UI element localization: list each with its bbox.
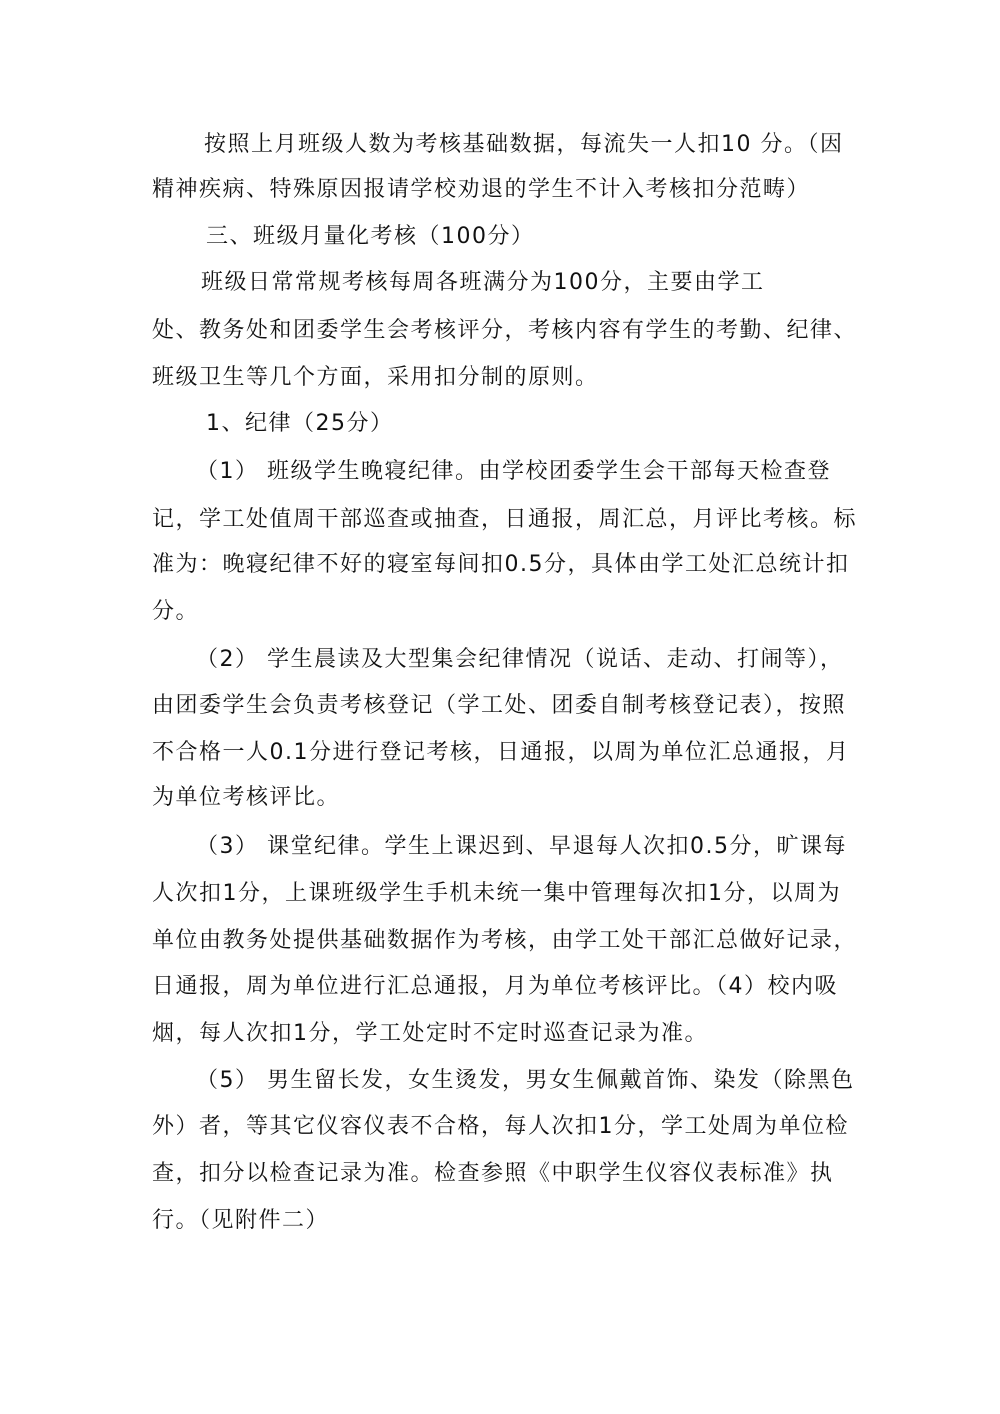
text-line: 按照上月班级人数为考核基础数据，每流失一人扣10 分。（因 — [204, 132, 844, 157]
text-line: （5） 男生留长发，女生烫发，男女生佩戴首饰、染发（除黑色 — [196, 1068, 855, 1093]
text-line: 准为：晚寝纪律不好的寝室每间扣0.5分，具体由学工处汇总统计扣 — [152, 552, 850, 577]
text-line: （1） 班级学生晚寝纪律。由学校团委学生会干部每天检查登 — [196, 459, 831, 484]
text-line: （2） 学生晨读及大型集会纪律情况（说话、走动、打闹等）， — [196, 647, 844, 672]
text-line: 不合格一人0.1分进行登记考核，日通报，以周为单位汇总通报，月 — [152, 740, 850, 765]
text-line: 行。（见附件二） — [152, 1208, 330, 1233]
text-line: 查，扣分以检查记录为准。检查参照《中职学生仪容仪表标准》执 — [152, 1161, 834, 1186]
text-line: 处、教务处和团委学生会考核评分，考核内容有学生的考勤、纪律、 — [152, 318, 858, 343]
text-line: （3） 课堂纪律。学生上课迟到、早退每人次扣0.5分，旷课每 — [196, 834, 847, 859]
text-line: 人次扣1分，上课班级学生手机未统一集中管理每次扣1分，以周为 — [152, 881, 841, 906]
section-heading: 三、班级月量化考核（100分） — [206, 224, 535, 249]
text-line: 日通报，周为单位进行汇总通报，月为单位考核评比。（4）校内吸 — [152, 974, 838, 999]
text-line: 单位由教务处提供基础数据作为考核，由学工处干部汇总做好记录， — [152, 928, 858, 953]
text-line: 分。 — [152, 599, 200, 624]
text-line: 记，学工处值周干部巡查或抽查，日通报，周汇总，月评比考核。标 — [152, 507, 858, 532]
text-line: 精神疾病、特殊原因报请学校劝退的学生不计入考核扣分范畴） — [152, 177, 811, 202]
text-line: 烟，每人次扣1分，学工处定时不定时巡查记录为准。 — [152, 1021, 708, 1046]
text-line: 班级卫生等几个方面，采用扣分制的原则。 — [152, 365, 599, 390]
text-line: 班级日常常规考核每周各班满分为100分，主要由学工 — [201, 270, 765, 295]
subsection-heading: 1、纪律（25分） — [206, 411, 394, 436]
text-line: 由团委学生会负责考核登记（学工处、团委自制考核登记表），按照 — [152, 693, 847, 718]
text-line: 外）者，等其它仪容仪表不合格，每人次扣1分，学工处周为单位检 — [152, 1114, 849, 1139]
text-line: 为单位考核评比。 — [152, 785, 341, 810]
